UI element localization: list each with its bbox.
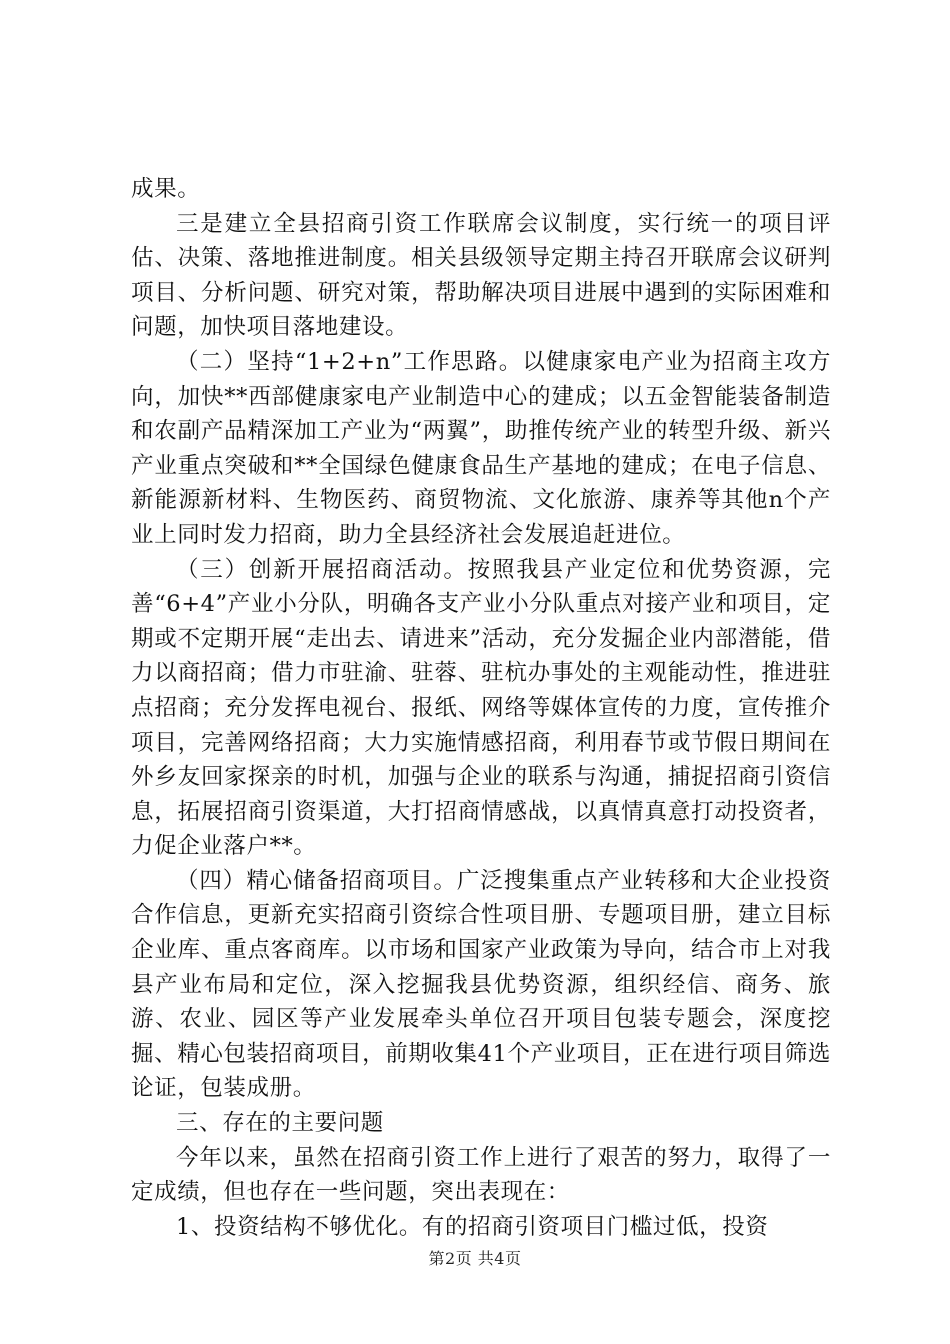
paragraph-section-three: （三）创新开展招商活动。按照我县产业定位和优势资源，完善“6+4”产业小分队，明确各支产业小分队重点对接产业和项目，定期或不定期开展“走出去、请进来”活动，充分发掘企业内部潜能，借力以商招商；借力市驻渝、驻蓉、驻杭办事处的主观能动性，推进驻点招商；充分发挥电视台、报纸、网络等媒体宣传的力度，宣传推介项目，完善网络招商；大力实施情感招商，利用春节或节假日期间在外乡友回家探亲的时机，加强与企业的联系与沟通，捕捉招商引资信息，拓展招商引资渠道，大打招商情感战，以真情真意打动投资者，力促企业落户**。 <box>131 556 831 860</box>
paragraph-section-two: （二）坚持“1+2+n”工作思路。以健康家电产业为招商主攻方向，加快**西部健康家电产业制造中心的建成；以五金智能装备制造和农副产品精深加工产业为“两翼”，助推传统产业的转型升级、新兴产业重点突破和**全国绿色健康食品生产基地的建成；在电子信息、新能源新材料、生物医药、商贸物流、文化旅游、康养等其他n个产业上同时发力招商，助力全县经济社会发展追赶进位。 <box>131 348 831 548</box>
heading-main-problems: 三、存在的主要问题 <box>176 1110 384 1137</box>
paragraph-section-four: （四）精心储备招商项目。广泛搜集重点产业转移和大企业投资合作信息，更新充实招商引资综合性项目册、专题项目册，建立目标企业库、重点客商库。以市场和国家产业政策为导向，结合市上对我县产业布局和定位，深入挖掘我县优势资源，组织经信、商务、旅游、农业、园区等产业发展牵头单位召开项目包装专题会，深度挖掘、精心包装招商项目，前期收集41个产业项目，正在进行项目筛选论证，包装成册。 <box>131 867 831 1102</box>
paragraph-continuation: 成果。 <box>131 176 201 202</box>
document-body <box>131 172 831 1244</box>
page-number-footer: 第2页 共4页 <box>428 1249 522 1268</box>
paragraph-problem-one: 1、投资结构不够优化。有的招商引资项目门槛过低，投资 <box>176 1213 769 1240</box>
paragraph-problems-intro: 今年以来，虽然在招商引资工作上进行了艰苦的努力，取得了一定成绩，但也存在一些问题，突出表现在： <box>131 1144 831 1206</box>
paragraph-joint-meeting-system: 三是建立全县招商引资工作联席会议制度，实行统一的项目评估、决策、落地推进制度。相关县级领导定期主持召开联席会议研判项目、分析问题、研究对策，帮助解决项目进展中遇到的实际困难和问题，加快项目落地建设。 <box>131 210 831 341</box>
